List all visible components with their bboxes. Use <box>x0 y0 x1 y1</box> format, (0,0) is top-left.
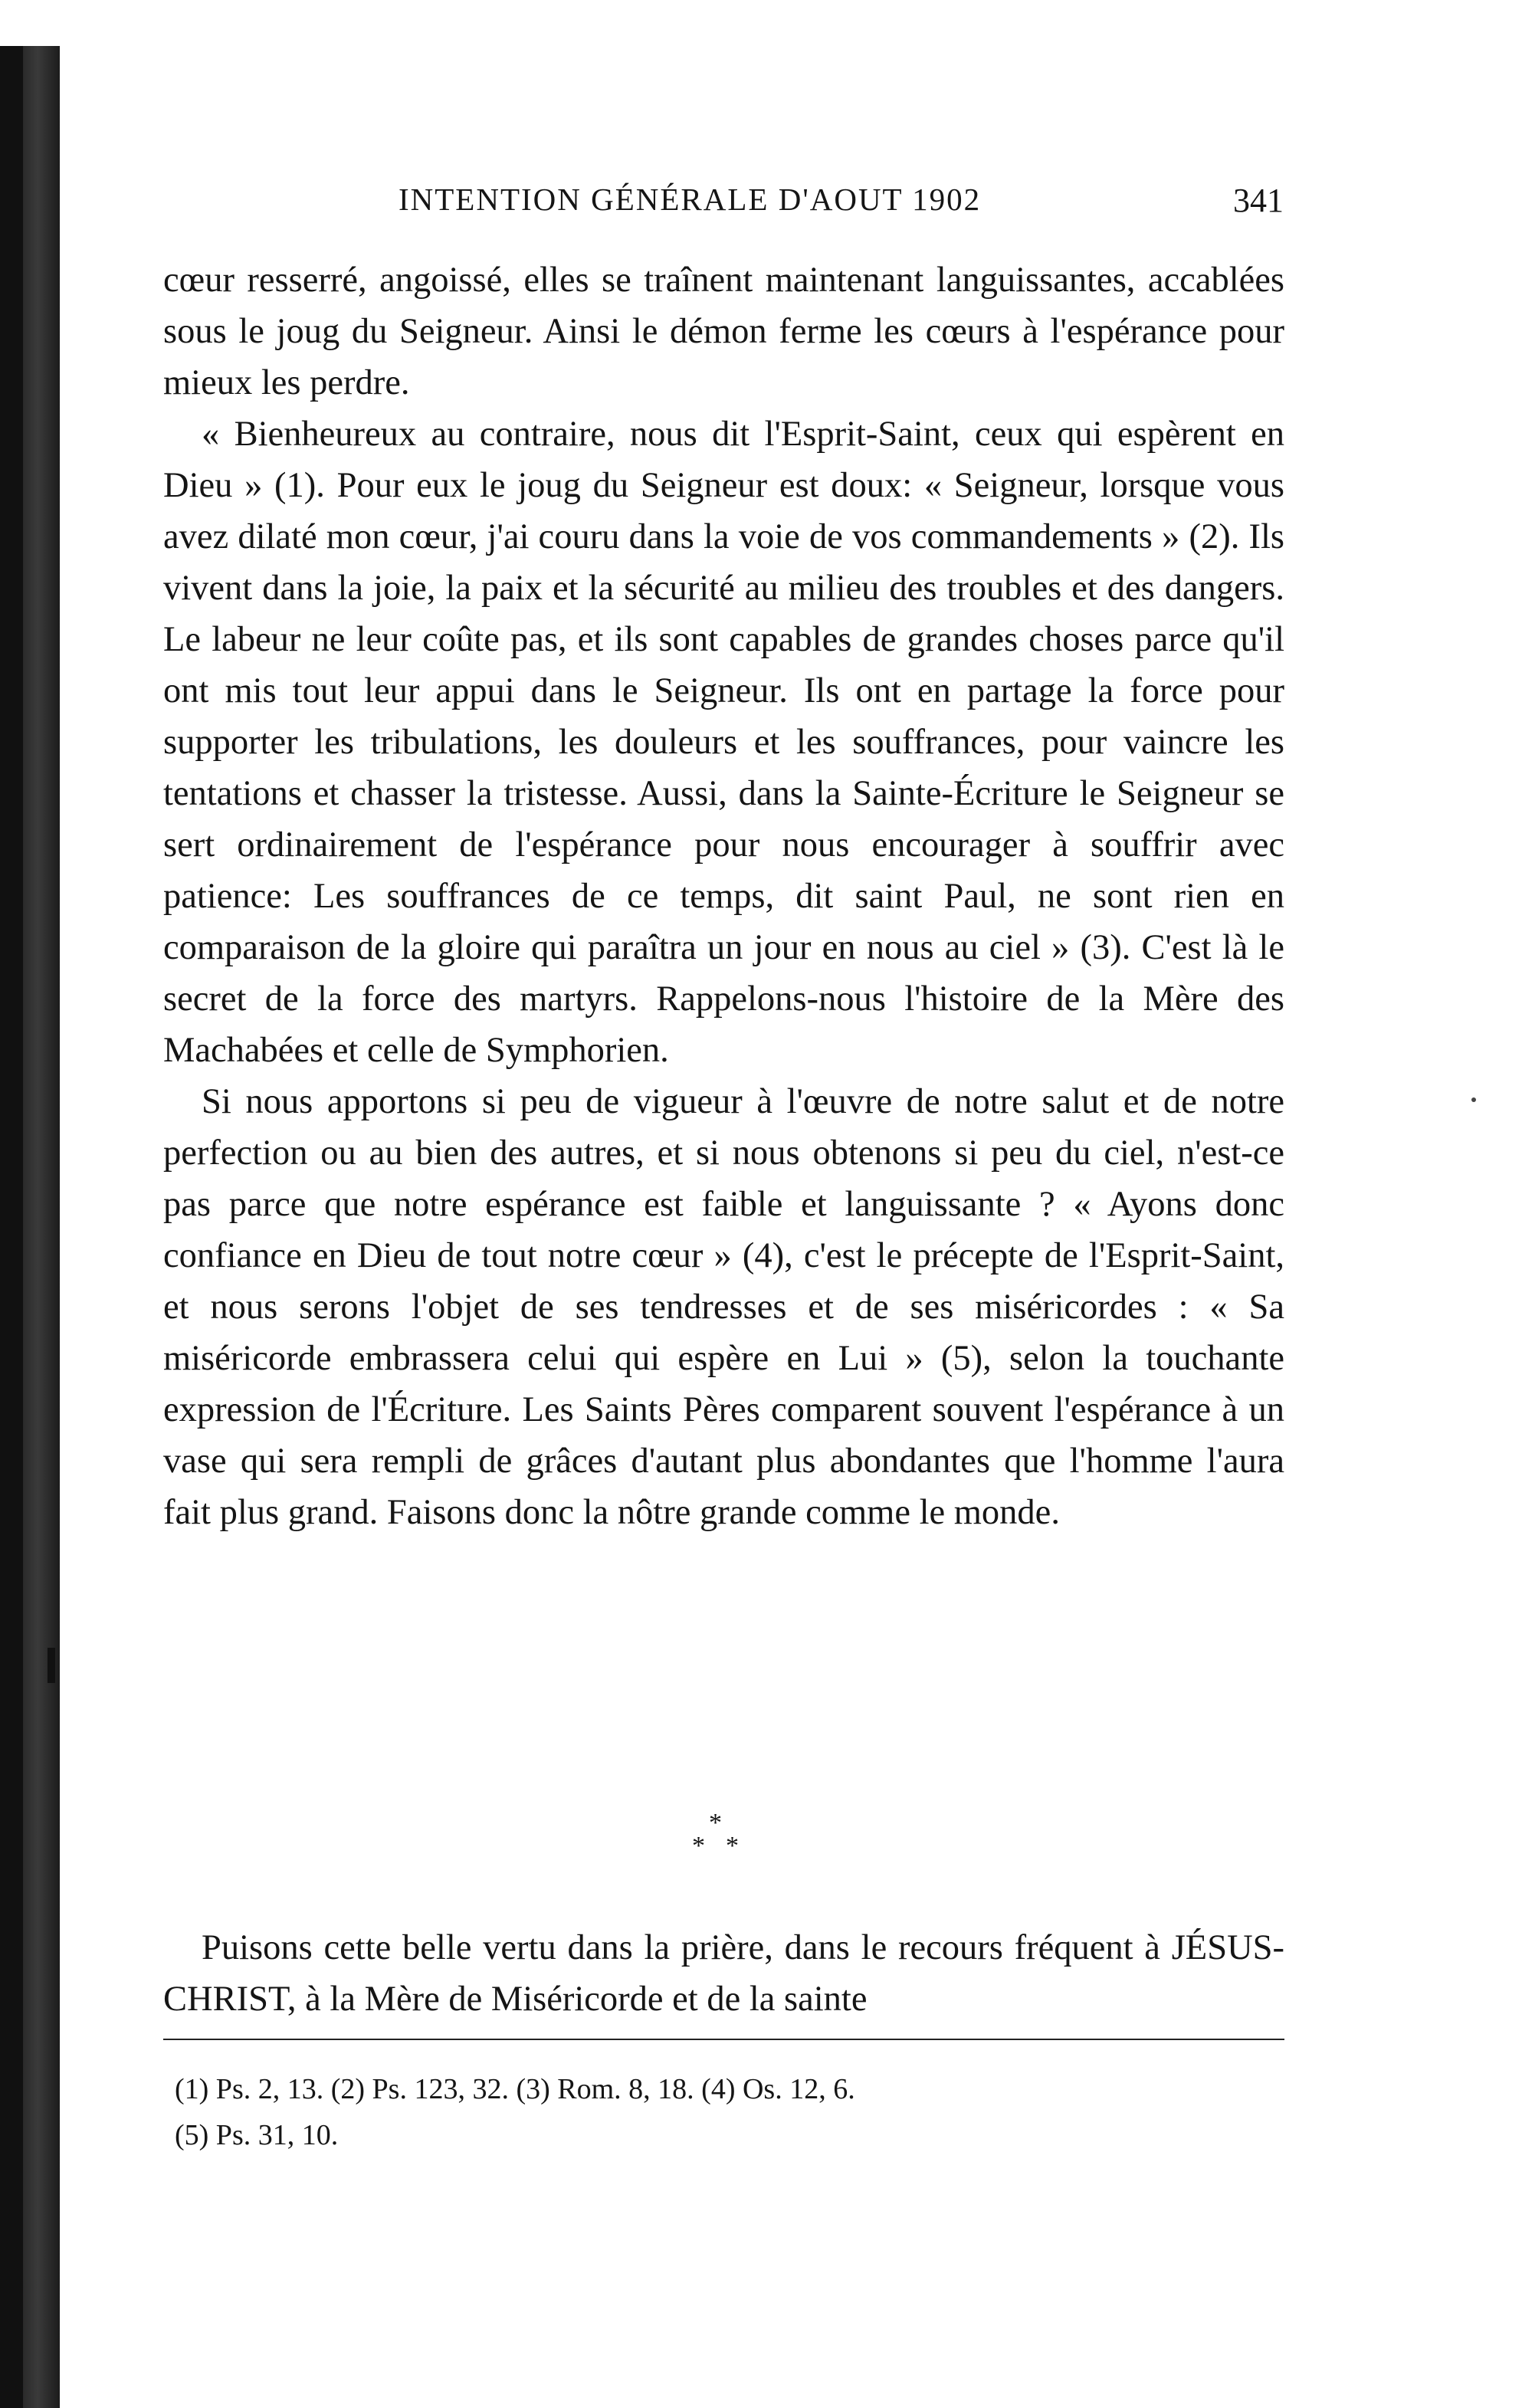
binding-shadow <box>23 46 60 2408</box>
page-header <box>165 181 1284 227</box>
scan-speck <box>1471 1097 1476 1102</box>
footnote-line-1: (1) Ps. 2, 13. (2) Ps. 123, 32. (3) Rom. 8, 18. (4) Os. 12, 6. <box>175 2073 855 2105</box>
running-head: INTENTION GÉNÉRALE D'AOUT 1902 <box>399 182 982 217</box>
page-number: 341 <box>1233 182 1284 219</box>
footnote-line-2: (5) Ps. 31, 10. <box>175 2119 339 2151</box>
paragraph-3: Si nous apportons si peu de vigueur à l'œuvre de notre salut et de notre perfection ou au bien des autres, et si nous obtenons si peu du ciel, n'est-ce pas parce que notre espérance est faible et languissante ? « Ayons donc confiance en Dieu de tout notre cœur » (4), c'est le précepte de l'Esprit-Saint, et nous serons l'objet de ses tendresses et de ses miséricordes : « Sa miséricorde embrassera celui qui espère en Lui » (5), selon la touchante expression de l'Écriture. Les Saints Pères comparent souvent l'espérance à un vase qui sera rempli de grâces d'autant plus abondantes que l'homme l'aura fait plus grand. Faisons donc la nôtre grande comme le monde. <box>163 1082 1284 1532</box>
closing-text <box>163 1922 1284 2025</box>
asterism-star-right: * <box>726 1832 739 1860</box>
footnotes <box>175 2066 1284 2158</box>
asterism-separator <box>686 1810 747 1872</box>
binding-notch <box>48 1648 55 1683</box>
binding-edge <box>0 46 23 2408</box>
paragraph-closing: Puisons cette belle vertu dans la prière, dans le recours fréquent à JÉSUS-CHRIST, à la Mère de Miséricorde et de la sainte <box>163 1928 1284 2019</box>
asterism-star-top: * <box>709 1809 722 1837</box>
asterism-star-left: * <box>692 1832 705 1860</box>
footnote-rule <box>163 2039 1284 2040</box>
paragraph-2: « Bienheureux au contraire, nous dit l'Esprit-Saint, ceux qui espèrent en Dieu » (1). Pour eux le joug du Seigneur est doux: « Seigneur, lorsque vous avez dilaté mon cœur, j'ai couru dans la voie de vos commandements » (2). Ils vivent dans la joie, la paix et la sécurité au milieu des troubles et des dangers. Le labeur ne leur coûte pas, et ils sont capables de grandes choses parce qu'il ont mis tout leur appui dans le Seigneur. Ils ont en partage la force pour supporter les tribulations, les douleurs et les souffrances, pour vaincre les tentations et chasser la tristesse. Aussi, dans la Sainte-Écriture le Seigneur se sert ordinairement de l'espérance pour nous encourager à souffrir avec patience: Les souffrances de ce temps, dit saint Paul, ne sont rien en comparaison de la gloire qui paraîtra un jour en nous au ciel » (3). C'est là le secret de la force des martyrs. Rappelons-nous l'histoire de la Mère des Machabées et celle de Symphorien. <box>163 415 1284 1070</box>
paragraph-1: cœur resserré, angoissé, elles se traînent maintenant languissantes, accablées sous le joug du Seigneur. Ainsi le démon ferme les cœurs à l'espérance pour mieux les perdre. <box>163 261 1284 402</box>
body-text <box>163 254 1284 1538</box>
